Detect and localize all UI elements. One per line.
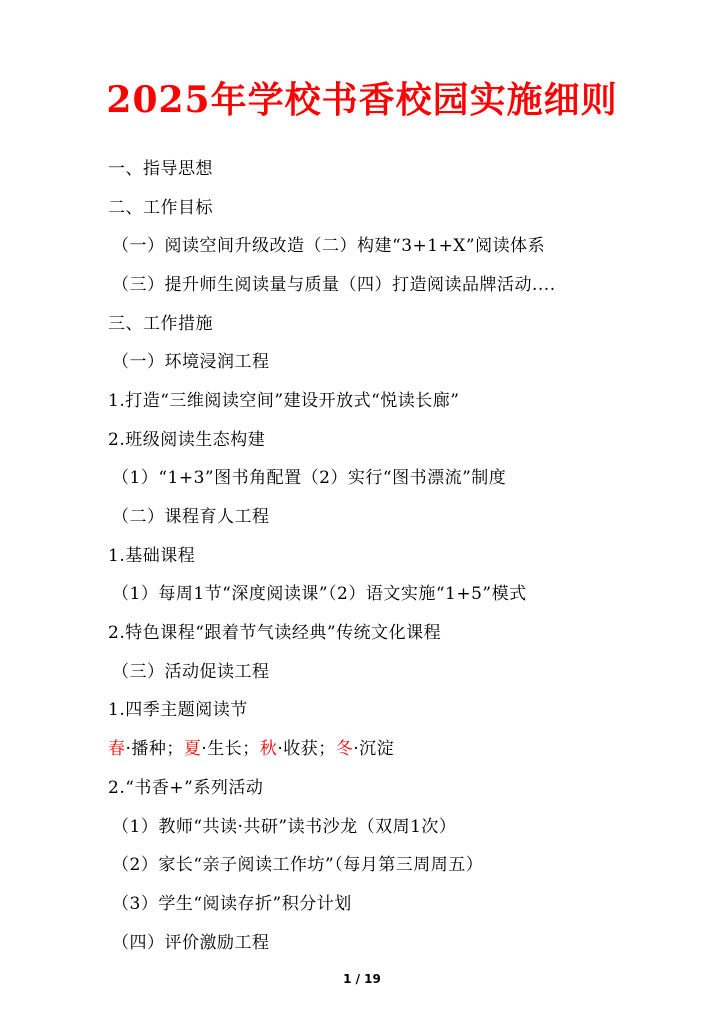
toc-entry-seasons[interactable] xyxy=(108,727,598,766)
toc-entry[interactable] xyxy=(108,302,598,341)
toc-entry[interactable] xyxy=(108,340,598,379)
season-winter-label: ·沉淀 xyxy=(353,739,395,760)
season-autumn-label: ·收获； xyxy=(277,739,336,760)
toc-entry-text: 一、指导思想 xyxy=(108,158,213,179)
dot-leader xyxy=(272,662,599,676)
season-spring-label: ·播种； xyxy=(125,739,184,760)
toc-entry[interactable] xyxy=(108,611,598,650)
toc-entry-text: 2.特色课程“跟着节气读经典”传统文化课程 xyxy=(108,623,442,644)
toc-entry-text: （四）评价激励工程 xyxy=(112,932,270,953)
table-of-contents xyxy=(108,147,598,959)
toc-entry[interactable] xyxy=(108,147,598,186)
toc-entry-text: 二、工作目标 xyxy=(108,197,213,218)
dot-leader xyxy=(272,508,599,522)
toc-entry-text: （二）课程育人工程 xyxy=(112,507,270,528)
toc-entry-text: （3）学生“阅读存折”积分计划 xyxy=(112,893,352,914)
dot-leader xyxy=(272,353,599,367)
toc-entry[interactable] xyxy=(108,186,598,225)
toc-entry[interactable] xyxy=(108,534,598,573)
dot-leader xyxy=(265,778,598,792)
toc-entry[interactable] xyxy=(108,573,598,612)
dot-leader xyxy=(458,817,598,831)
dot-leader xyxy=(485,856,598,870)
dot-leader xyxy=(354,894,598,908)
toc-entry[interactable] xyxy=(108,882,598,921)
dot-leader xyxy=(272,933,599,947)
toc-entry-text: （1）“1+3”图书角配置（2）实行“图书漂流”制度 xyxy=(112,468,507,489)
dot-leader xyxy=(267,430,598,444)
toc-entry[interactable] xyxy=(108,650,598,689)
toc-entry[interactable] xyxy=(108,689,598,728)
toc-entry-text: 1.打造“三维阅读空间”建设开放式“悦读长廊” xyxy=(108,390,460,411)
toc-entry-text: （一）阅读空间升级改造（二）构建“3+1+X”阅读体系 xyxy=(112,236,546,257)
page-number: 1 / 19 xyxy=(343,972,381,986)
toc-entry-text: 三、工作措施 xyxy=(108,313,213,334)
dot-leader xyxy=(508,469,598,483)
dot-leader xyxy=(215,314,598,328)
toc-entry[interactable] xyxy=(108,843,598,882)
toc-entry[interactable] xyxy=(108,921,598,960)
dot-leader xyxy=(461,391,598,405)
toc-entry-text: （1）每周1节“深度阅读课”（2）语文实施“1+5”模式 xyxy=(112,584,527,605)
toc-entry-text: （1）教师“共读·共研”读书沙龙（双周1次） xyxy=(112,816,457,837)
season-autumn: 秋 xyxy=(259,739,278,760)
toc-entry-text: （一）环境浸润工程 xyxy=(112,352,270,373)
toc-entry-text: （三）提升师生阅读量与质量（四）打造阅读品牌活动.... xyxy=(112,274,556,295)
toc-entry-text: 1.四季主题阅读节 xyxy=(108,700,248,721)
dot-leader xyxy=(215,198,598,212)
toc-entry[interactable] xyxy=(108,418,598,457)
toc-entry[interactable] xyxy=(108,224,598,263)
toc-entry[interactable] xyxy=(108,805,598,844)
document-title: 2025年学校书香校园实施细则 xyxy=(106,79,618,121)
dot-leader xyxy=(215,159,598,173)
toc-entry-text: 1.基础课程 xyxy=(108,545,196,566)
toc-entry-text: 2.“书香+”系列活动 xyxy=(108,777,264,798)
dot-leader xyxy=(197,546,598,560)
dot-leader xyxy=(396,740,598,754)
toc-entry[interactable] xyxy=(108,457,598,496)
season-winter: 冬 xyxy=(335,739,354,760)
toc-entry[interactable] xyxy=(108,495,598,534)
toc-entry-text: （2）家长“亲子阅读工作坊”（每月第三周周五） xyxy=(112,855,484,876)
toc-entry-text: 2.班级阅读生态构建 xyxy=(108,429,266,450)
toc-entry[interactable] xyxy=(108,766,598,805)
season-list xyxy=(108,734,394,759)
season-summer-label: ·生长； xyxy=(201,739,260,760)
season-summer: 夏 xyxy=(183,739,202,760)
dot-leader xyxy=(250,701,598,715)
dot-leader xyxy=(443,624,598,638)
toc-entry-text: （三）活动促读工程 xyxy=(112,661,270,682)
toc-entry[interactable] xyxy=(108,263,598,302)
toc-entry[interactable] xyxy=(108,379,598,418)
season-spring: 春 xyxy=(108,739,126,760)
